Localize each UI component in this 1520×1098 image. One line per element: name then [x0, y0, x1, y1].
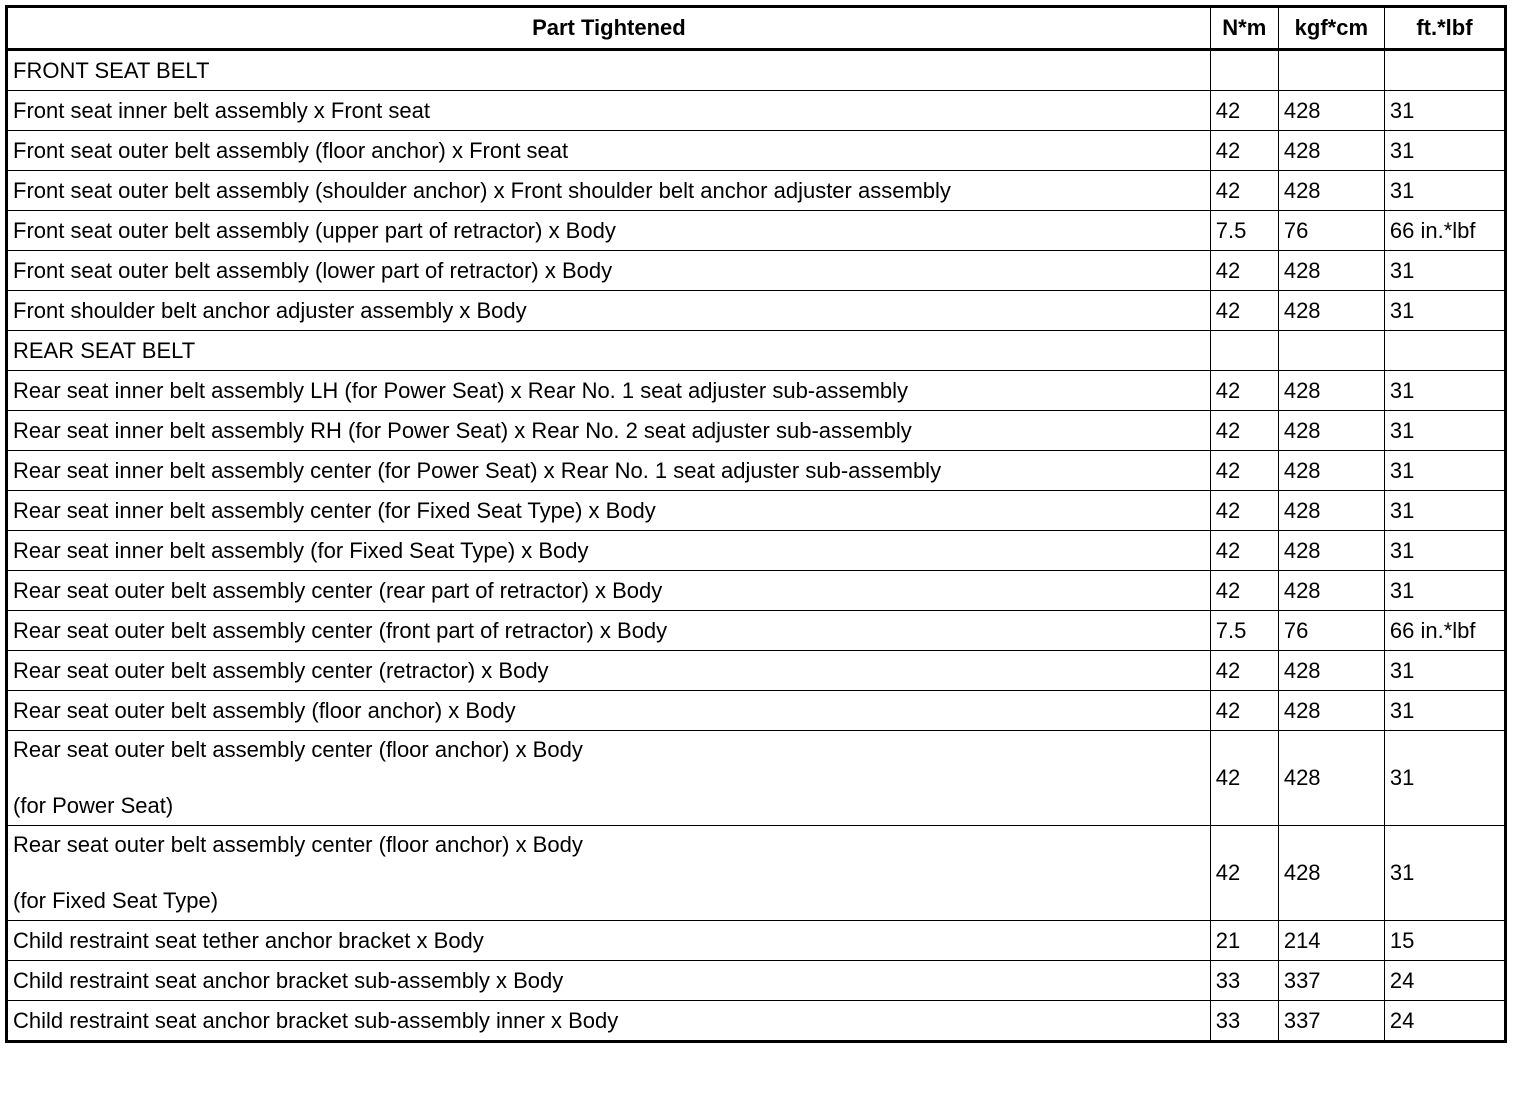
cell-kgf-cm: 428	[1278, 451, 1384, 491]
cell-kgf-cm: 428	[1278, 571, 1384, 611]
cell-ft-lbf: 31	[1384, 691, 1505, 731]
table-row	[7, 651, 1506, 691]
cell-nm: 42	[1210, 291, 1278, 331]
table-row	[7, 611, 1506, 651]
table-row	[7, 826, 1506, 921]
cell-ft-lbf: 31	[1384, 411, 1505, 451]
cell-kgf-cm: 428	[1278, 131, 1384, 171]
cell-part-tightened	[7, 331, 1211, 371]
part-text-line: (for Power Seat)	[13, 793, 174, 818]
part-text-line: Rear seat inner belt assembly center (for Fixed Seat Type) x Body	[13, 497, 656, 523]
cell-part-tightened	[7, 921, 1211, 961]
table-row	[7, 691, 1506, 731]
cell-nm: 42	[1210, 531, 1278, 571]
cell-nm: 42	[1210, 411, 1278, 451]
cell-kgf-cm: 428	[1278, 491, 1384, 531]
cell-part-tightened	[7, 211, 1211, 251]
table-row	[7, 451, 1506, 491]
part-text-line: REAR SEAT BELT	[13, 337, 196, 363]
table-row	[7, 211, 1506, 251]
table-row	[7, 371, 1506, 411]
cell-part-tightened	[7, 251, 1211, 291]
part-text-line: Front seat inner belt assembly x Front seat	[13, 97, 430, 123]
cell-kgf-cm: 428	[1278, 91, 1384, 131]
cell-kgf-cm	[1278, 50, 1384, 91]
cell-nm: 42	[1210, 691, 1278, 731]
cell-part-tightened	[7, 50, 1211, 91]
cell-nm: 42	[1210, 371, 1278, 411]
cell-nm	[1210, 50, 1278, 91]
cell-kgf-cm: 428	[1278, 691, 1384, 731]
header-ft-lbf: ft.*lbf	[1384, 7, 1505, 50]
table-row	[7, 531, 1506, 571]
torque-spec-table	[5, 5, 1507, 1043]
part-text-line: Rear seat inner belt assembly LH (for Power Seat) x Rear No. 1 seat adjuster sub-assembly	[13, 377, 909, 403]
part-text-line: Rear seat outer belt assembly center (retractor) x Body	[13, 657, 549, 683]
cell-kgf-cm: 428	[1278, 651, 1384, 691]
cell-nm: 42	[1210, 571, 1278, 611]
table-row	[7, 251, 1506, 291]
part-text-line: Front seat outer belt assembly (shoulder anchor) x Front shoulder belt anchor adjuster assembly	[13, 177, 951, 203]
cell-part-tightened	[7, 91, 1211, 131]
cell-ft-lbf: 15	[1384, 921, 1505, 961]
cell-part-tightened	[7, 611, 1211, 651]
cell-ft-lbf: 31	[1384, 491, 1505, 531]
cell-part-tightened	[7, 371, 1211, 411]
cell-ft-lbf: 31	[1384, 531, 1505, 571]
cell-part-tightened	[7, 491, 1211, 531]
cell-part-tightened	[7, 691, 1211, 731]
cell-nm: 42	[1210, 171, 1278, 211]
cell-ft-lbf: 31	[1384, 731, 1505, 826]
cell-nm: 42	[1210, 651, 1278, 691]
cell-ft-lbf: 66 in.*lbf	[1384, 611, 1505, 651]
part-text-line: FRONT SEAT BELT	[13, 57, 210, 83]
cell-ft-lbf: 31	[1384, 826, 1505, 921]
cell-kgf-cm: 428	[1278, 411, 1384, 451]
header-kgf-cm: kgf*cm	[1278, 7, 1384, 50]
cell-kgf-cm: 76	[1278, 611, 1384, 651]
cell-kgf-cm: 76	[1278, 211, 1384, 251]
cell-kgf-cm: 428	[1278, 291, 1384, 331]
cell-part-tightened	[7, 651, 1211, 691]
part-text-line: (for Fixed Seat Type)	[13, 888, 219, 913]
cell-ft-lbf: 24	[1384, 961, 1505, 1001]
cell-kgf-cm: 428	[1278, 371, 1384, 411]
table-row	[7, 571, 1506, 611]
table-row	[7, 171, 1506, 211]
cell-nm: 33	[1210, 1001, 1278, 1042]
header-nm: N*m	[1210, 7, 1278, 50]
cell-kgf-cm: 337	[1278, 1001, 1384, 1042]
cell-part-tightened	[7, 131, 1211, 171]
table-row	[7, 291, 1506, 331]
cell-ft-lbf: 31	[1384, 131, 1505, 171]
cell-ft-lbf: 31	[1384, 291, 1505, 331]
table-row	[7, 411, 1506, 451]
table-row	[7, 331, 1506, 371]
table-row	[7, 50, 1506, 91]
table-row	[7, 491, 1506, 531]
table-row	[7, 921, 1506, 961]
part-text-line: Child restraint seat tether anchor bracket x Body	[13, 927, 484, 953]
table-row	[7, 131, 1506, 171]
cell-ft-lbf: 31	[1384, 651, 1505, 691]
cell-kgf-cm: 428	[1278, 171, 1384, 211]
cell-ft-lbf: 31	[1384, 371, 1505, 411]
part-text-line: Rear seat outer belt assembly center (floor anchor) x Body	[13, 737, 583, 762]
cell-kgf-cm: 428	[1278, 731, 1384, 826]
part-text-line: Front seat outer belt assembly (upper part of retractor) x Body	[13, 217, 616, 243]
cell-kgf-cm: 214	[1278, 921, 1384, 961]
cell-ft-lbf: 31	[1384, 91, 1505, 131]
cell-part-tightened	[7, 571, 1211, 611]
cell-part-tightened	[7, 826, 1211, 921]
cell-part-tightened	[7, 1001, 1211, 1042]
cell-kgf-cm	[1278, 331, 1384, 371]
cell-part-tightened	[7, 171, 1211, 211]
header-part-tightened: Part Tightened	[7, 7, 1211, 50]
table-row	[7, 1001, 1506, 1042]
cell-ft-lbf: 31	[1384, 451, 1505, 491]
part-text-line: Front shoulder belt anchor adjuster assembly x Body	[13, 297, 527, 323]
cell-nm: 42	[1210, 251, 1278, 291]
cell-nm: 42	[1210, 131, 1278, 171]
cell-part-tightened	[7, 961, 1211, 1001]
table-header-row	[7, 7, 1506, 50]
cell-ft-lbf: 31	[1384, 571, 1505, 611]
cell-nm: 42	[1210, 91, 1278, 131]
part-text-line: Rear seat outer belt assembly center (floor anchor) x Body	[13, 832, 583, 857]
part-text-line: Child restraint seat anchor bracket sub-assembly inner x Body	[13, 1007, 619, 1033]
cell-part-tightened	[7, 731, 1211, 826]
cell-ft-lbf: 31	[1384, 171, 1505, 211]
part-text-line: Rear seat outer belt assembly (floor anchor) x Body	[13, 697, 516, 723]
cell-nm: 42	[1210, 826, 1278, 921]
part-text-line: Front seat outer belt assembly (lower part of retractor) x Body	[13, 257, 613, 283]
part-text-line: Rear seat inner belt assembly RH (for Power Seat) x Rear No. 2 seat adjuster sub-assembly	[13, 417, 912, 443]
cell-nm: 42	[1210, 731, 1278, 826]
table-body	[7, 50, 1506, 1042]
cell-ft-lbf: 66 in.*lbf	[1384, 211, 1505, 251]
cell-nm: 7.5	[1210, 211, 1278, 251]
cell-ft-lbf: 31	[1384, 251, 1505, 291]
cell-ft-lbf	[1384, 50, 1505, 91]
part-text-line: Rear seat inner belt assembly center (for Power Seat) x Rear No. 1 seat adjuster sub-assembly	[13, 457, 942, 483]
cell-part-tightened	[7, 291, 1211, 331]
table-row	[7, 961, 1506, 1001]
cell-part-tightened	[7, 451, 1211, 491]
cell-nm: 21	[1210, 921, 1278, 961]
part-text-line: Rear seat inner belt assembly (for Fixed Seat Type) x Body	[13, 537, 589, 563]
cell-nm: 42	[1210, 451, 1278, 491]
cell-nm: 42	[1210, 491, 1278, 531]
part-text-line: Rear seat outer belt assembly center (rear part of retractor) x Body	[13, 577, 663, 603]
cell-ft-lbf: 24	[1384, 1001, 1505, 1042]
cell-kgf-cm: 337	[1278, 961, 1384, 1001]
part-text-line: Rear seat outer belt assembly center (front part of retractor) x Body	[13, 617, 668, 643]
table-row	[7, 91, 1506, 131]
part-text-line: Front seat outer belt assembly (floor anchor) x Front seat	[13, 137, 569, 163]
cell-kgf-cm: 428	[1278, 826, 1384, 921]
cell-kgf-cm: 428	[1278, 251, 1384, 291]
table-row	[7, 731, 1506, 826]
cell-kgf-cm: 428	[1278, 531, 1384, 571]
cell-nm: 33	[1210, 961, 1278, 1001]
cell-part-tightened	[7, 411, 1211, 451]
part-text-line: Child restraint seat anchor bracket sub-assembly x Body	[13, 967, 564, 993]
cell-ft-lbf	[1384, 331, 1505, 371]
cell-nm	[1210, 331, 1278, 371]
cell-nm: 7.5	[1210, 611, 1278, 651]
cell-part-tightened	[7, 531, 1211, 571]
